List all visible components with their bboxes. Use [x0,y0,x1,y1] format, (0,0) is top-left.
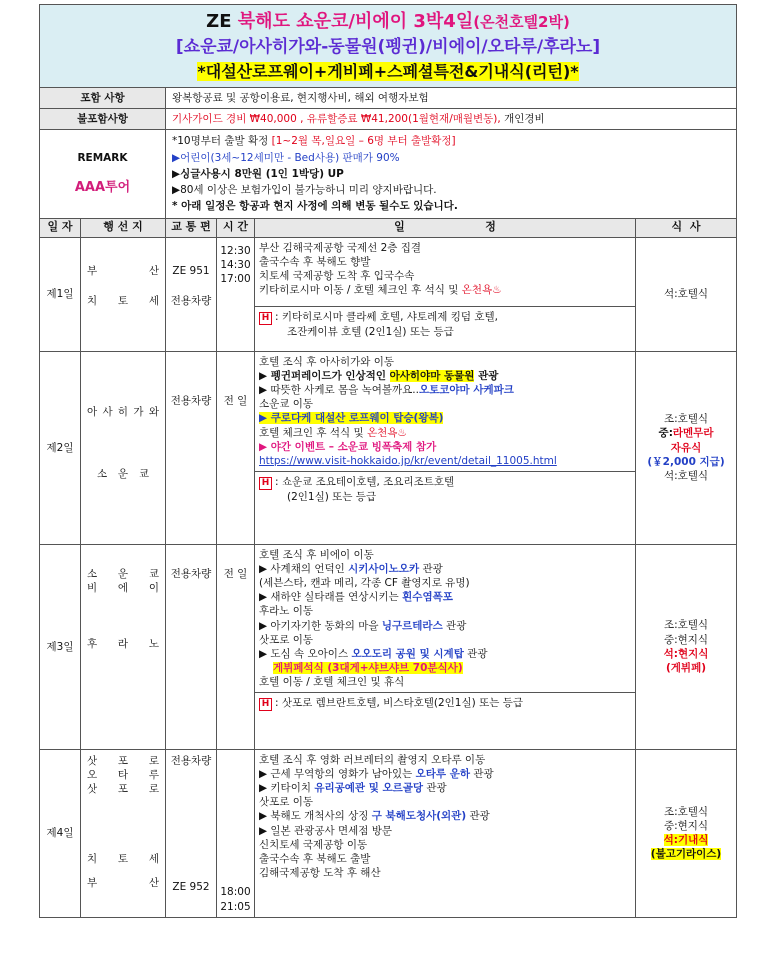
meal-cell: 조:호텔식 중:현지식 석:현지식 (게뷔페) [636,544,737,749]
col-header-schedule: 일 정 [255,218,636,237]
day-label: 제1일 [40,237,81,351]
remark-text [166,130,737,218]
include-text: 왕복항공료 및 공항이용료, 현지행사비, 해외 여행자보험 [166,88,737,109]
itinerary-document [39,4,736,918]
meal-cell: 조:호텔식 중:현지식 석:기내식 (불고기라이스) [636,749,737,917]
table-row [40,237,737,351]
schedule-cell: 호텔 조식 후 영화 러브레터의 촬영지 오타루 이동 ▶ 근세 무역항의 영화가 남아있는 오타루 운하 관광 ▶ 키타이치 유리공예관 및 오르골당 관광 삿포로 이동 ▶ 북해도 개척사의 상징 구 북해도청사(외관) 관광 ▶ 일본 관광공사 면세점 방문 신치토세 국제공항 이동 출국수속 후 북해도 출발 김해국제공항 도착 후 해산 [255,749,636,917]
remark-line4: ▶80세 이상은 보험가입이 불가능하니 미리 양지바랍니다. [172,184,437,197]
remark-line5: * 아래 일정은 항공과 현지 사정에 의해 변동 될수도 있습니다. [172,200,458,213]
remark-line1: *10명부터 출발 확정 [1~2월 목,일요일 – 6명 부터 출발확정] [172,135,456,148]
title-block [40,5,737,88]
destination-cell: 소 운 쿄 비 에 이 후 라 노 [81,544,166,749]
event-link[interactable]: https://www.visit-hokkaido.jp/kr/event/detail_11005.html [259,454,557,467]
day-label: 제4일 [40,749,81,917]
remark-line3: ▶싱글사용시 8만원 (1인 1박당) UP [172,167,344,180]
col-header-meal: 식 사 [636,218,737,237]
title-line1: ZE 북해도 쇼운코/비에이 3박4일(온천호텔2박) [206,11,570,32]
time-cell: 18:00 21:05 [217,749,255,917]
include-label: 포함 사항 [40,88,166,109]
time-cell: 전 일 [217,351,255,544]
destination-cell: 아 사 히 가 와 소 운 쿄 [81,351,166,544]
hotel-icon: H [259,477,272,490]
day-label: 제3일 [40,544,81,749]
remark-line2: ▶어린이(3세~12세미만 - Bed사용) 판매가 90% [172,151,400,164]
meal-cell: 석:호텔식 [636,237,737,351]
table-row [40,749,737,917]
col-header-day: 일 자 [40,218,81,237]
remark-label-cell [40,130,166,218]
col-header-destination: 행 선 지 [81,218,166,237]
destination-cell: 삿 포 로 오 타 루 삿 포 로 치 토 세 부 산 [81,749,166,917]
meal-cell: 조:호텔식 중:라멘무라 자유식 (￥2,000 지급) 석:호텔식 [636,351,737,544]
destination-cell: 부 산 치 토 세 [81,237,166,351]
hotel-info: H : 키타히로시마 클라쎄 호텔, 샤토레제 킹덤 호텔, 조잔케이뷰 호텔 (2인1실) 또는 등급 [255,306,635,342]
table-row [40,544,737,749]
day-label: 제2일 [40,351,81,544]
title-line2: [쇼운쿄/아사히가와-동물원(펭귄)/비에이/오타루/후라노] [175,37,601,57]
hotel-icon: H [259,698,272,711]
itinerary-table [39,4,737,918]
transport-cell: 전용차량 [166,351,217,544]
transport-cell: 전용차량 [166,544,217,749]
transport-cell: ZE 951 전용차량 [166,237,217,351]
hotel-info: H : 쇼운쿄 조요테이호텔, 조요리조트호텔 (2인1실) 또는 등급 [255,471,635,507]
hotel-info: H : 삿포로 렘브란트호텔, 비스타호텔(2인1실) 또는 등급 [255,692,635,714]
table-row [40,351,737,544]
title-line3: *대설산로프웨이+게비페+스페셜특전&기내식(리턴)* [197,62,579,81]
exclude-label: 불포함사항 [40,109,166,130]
remark-label: REMARK [77,152,128,165]
col-header-transport: 교 통 편 [166,218,217,237]
col-header-time: 시 간 [217,218,255,237]
exclude-text: 기사가이드 경비 ₩40,000 , 유류할증료 ₩41,200(1월현재/매월변동), 개인경비 [166,109,737,130]
time-cell: 전 일 [217,544,255,749]
time-cell: 12:30 14:30 17:00 [217,237,255,351]
schedule-cell: 부산 김해국제공항 국제선 2층 집결 출국수속 후 북해도 향발 치토세 국제공항 도착 후 입국수속 키타히로시마 이동 / 호텔 체크인 후 석식 및 온천욕♨ H : 키타히로시마 클라쎄 호텔, 샤토레제 킹덤 호텔, 조잔케이뷰 호텔 (2인1실) 또는 등급 [255,237,636,351]
hotel-icon: H [259,312,272,325]
tour-logo: AAA투어 [74,180,131,196]
transport-cell: 전용차량 ZE 952 [166,749,217,917]
schedule-cell: 호텔 조식 후 아사히가와 이동 ▶ 펭귄퍼레이드가 인상적인 아사히야마 동물원 관광 ▶ 따뜻한 사케로 몸을 녹여볼까요..오토코야마 사케파크 소운쿄 이동 ▶ 쿠로다케 대설산 로프웨이 탑승(왕복) 호텔 체크인 후 석식 및 온천욕♨ ▶ 야간 이벤트 – 소운쿄 빙폭축제 참가 https://www.visit-hokkaido.jp/kr/event/detail_11005.html H : 쇼운쿄 조요테이호텔, 조요리조트호텔 (2인1실) 또는 등급 [255,351,636,544]
schedule-cell: 호텔 조식 후 비에이 이동 ▶ 사계채의 언덕인 시키사이노오카 관광 (세븐스타, 캔과 메리, 각종 CF 촬영지로 유명) ▶ 새하얀 실타래를 연상시키는 흰수염폭포 후라노 이동 ▶ 아기자기한 동화의 마을 닝구르테라스 관광 삿포로 이동 ▶ 도심 속 오아이스 오오도리 공원 및 시계탑 관광 게뷔페석식 (3대게+샤브샤브 70분식사) 호텔 이동 / 호텔 체크인 및 휴식 H : 삿포로 렘브란트호텔, 비스타호텔(2인1실) 또는 등급 [255,544,636,749]
